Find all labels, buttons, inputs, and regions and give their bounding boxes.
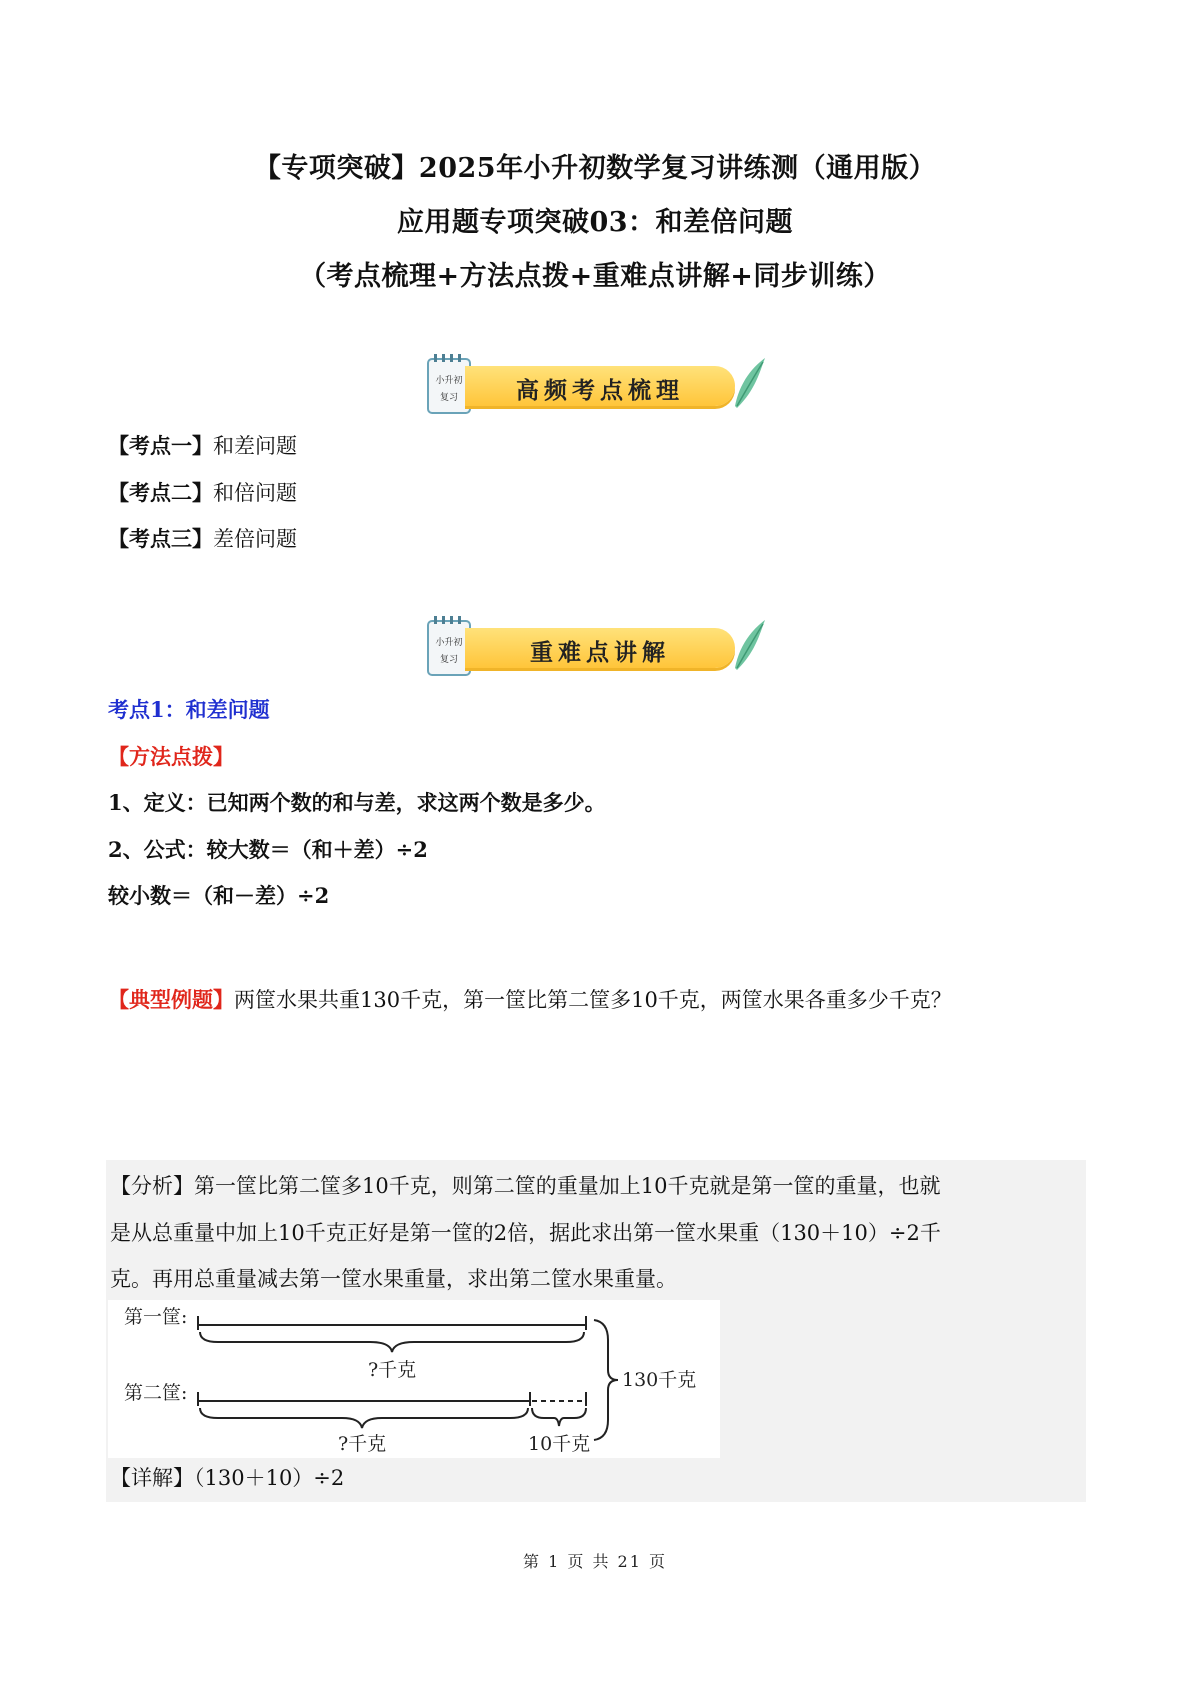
outline-item-1	[108, 434, 297, 458]
notebook-label-1: 小升初	[435, 376, 463, 386]
outline-item-2	[108, 481, 297, 505]
banner-pill	[465, 366, 735, 406]
definition-text: 1、定义：已知两个数的和与差，求这两个数是多少。	[108, 790, 606, 815]
label-second-basket: 第二筐:	[124, 1382, 188, 1404]
total-brace	[594, 1320, 618, 1440]
first-weight-label: ?千克	[368, 1359, 417, 1381]
outline-text: 差倍问题	[213, 527, 297, 551]
outline-text: 和倍问题	[213, 481, 297, 505]
second-weight-label: ?千克	[338, 1433, 387, 1455]
outline-text: 和差问题	[213, 434, 297, 458]
banner-label: 重难点讲解	[530, 640, 670, 666]
page-footer: 第 1 页 共 21 页	[523, 1552, 667, 1571]
notebook-label-2: 复习	[439, 655, 458, 665]
segment-second	[198, 1392, 586, 1428]
example-tag: 【典型例题】	[108, 987, 234, 1012]
detail-text: （130＋10）÷2	[194, 1466, 345, 1490]
leaf-icon	[729, 618, 769, 674]
extra-weight-label: 10千克	[528, 1433, 591, 1455]
segment-diagram	[108, 1300, 720, 1458]
section-heading: 考点1：和差问题	[108, 697, 270, 722]
total-weight-label: 130千克	[622, 1369, 697, 1391]
banner-pill	[465, 628, 735, 668]
leaf-icon	[729, 356, 769, 412]
document-title: 【专项突破】2025年小升初数学复习讲练测（通用版）	[253, 153, 937, 184]
formula-larger: 2、公式：较大数＝（和＋差）÷2	[108, 837, 428, 862]
notebook-label-2: 复习	[439, 393, 458, 403]
analysis-line-2: 是从总重量中加上10千克正好是第一筐的2倍，据此求出第一筐水果重（130＋10）÷2千	[110, 1221, 941, 1245]
segment-first	[198, 1316, 586, 1352]
section-banner-frequent	[427, 356, 767, 420]
outline-tag: 【考点二】	[108, 480, 213, 505]
example-problem	[108, 988, 952, 1012]
detail-tag: 【详解】	[110, 1466, 194, 1490]
document-tagline: （考点梳理+方法点拨+重难点讲解+同步训练）	[299, 261, 891, 292]
analysis-tag: 【分析】	[110, 1174, 194, 1198]
example-text: 两筐水果共重130千克，第一筐比第二筐多10千克，两筐水果各重多少千克？	[234, 988, 952, 1012]
section-banner-key-points	[427, 618, 767, 682]
label-first-basket: 第一筐:	[124, 1306, 188, 1328]
formula-smaller: 较小数＝（和－差）÷2	[108, 883, 330, 908]
outline-tag: 【考点一】	[108, 433, 213, 458]
analysis-line-3: 克。再用总重量减去第一筐水果重量，求出第二筐水果重量。	[110, 1267, 677, 1291]
notebook-label-1: 小升初	[435, 638, 463, 648]
method-tag: 【方法点拨】	[108, 744, 234, 769]
detail-line	[110, 1466, 344, 1490]
banner-label: 高频考点梳理	[516, 378, 684, 404]
analysis-line-1	[110, 1174, 940, 1198]
document-subtitle: 应用题专项突破03：和差倍问题	[396, 207, 794, 238]
analysis-text-1: 第一筐比第二筐多10千克，则第二筐的重量加上10千克就是第一筐的重量，也就	[194, 1174, 941, 1198]
outline-item-3	[108, 527, 297, 551]
outline-tag: 【考点三】	[108, 526, 213, 551]
